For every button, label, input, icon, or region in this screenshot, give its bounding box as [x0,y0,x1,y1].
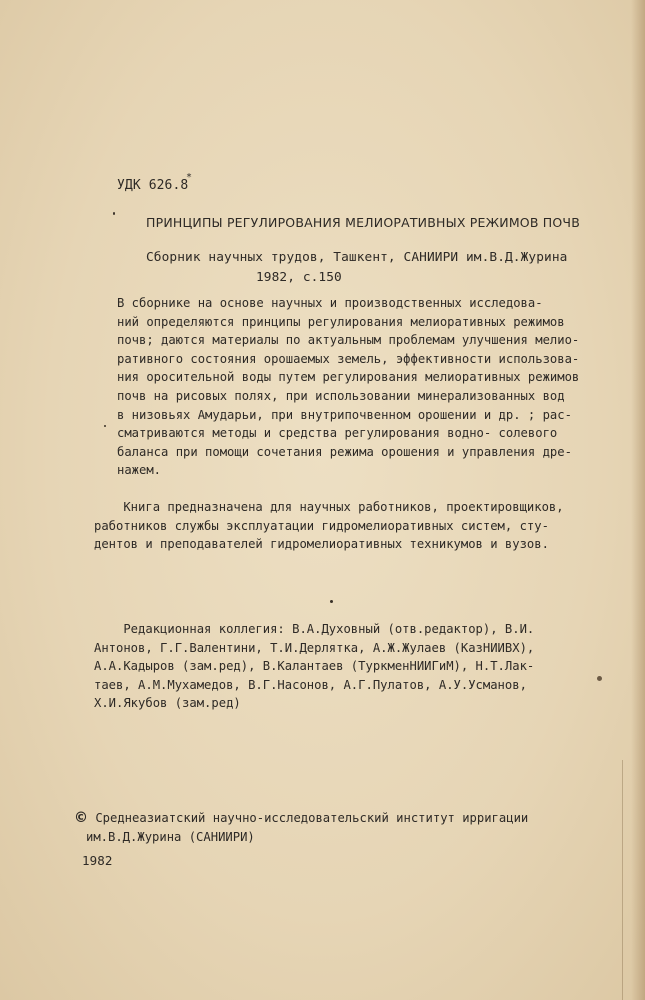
editors-line: таев, А.М.Мухамедов, В.Г.Насонов, А.Г.Пулатов, А.У.Усманов, [94,677,527,692]
abstract-line: ния оросительной воды путем регулирования мелиоративных режимов [117,370,580,385]
page-crease [622,760,623,1000]
audience-paragraph [94,498,564,554]
abstract-line: почв на рисовых полях, при использовании минерализованных вод [117,388,565,403]
copyright-notice [74,809,528,846]
abstract-line: нажем. [117,463,162,478]
abstract-line: в низовьях Амударьи, при внутрипочвенном орошении и др. ; рас- [117,407,572,422]
editors-line: Антонов, Г.Г.Валентини, Т.И.Дерлятка, А.Ж.Жулаев (КазНИИВХ), [94,640,535,655]
audience-line: дентов и преподавателей гидромелиоративных техникумов и вузов. [94,537,549,552]
editors-line: Редакционная коллегия: В.А.Духовный (отв.редактор), В.И. [94,622,535,636]
copyright-institute-name: им.В.Д.Журина (САНИИРИ) [86,829,255,844]
copyright-year: 1982 [82,853,113,868]
paper-speck [330,600,333,603]
paper-speck [597,676,602,681]
abstract-paragraph [117,294,579,480]
abstract-line: ний определяются принципы регулирования мелиоративных режимов [117,314,565,329]
paper-speck [113,212,115,215]
paper-speck [104,425,106,427]
udk-footnote-mark: * [186,172,193,183]
editors-line: А.А.Кадыров (зам.ред), В.Калантаев (ТуркменНИИГиМ), Н.Т.Лак- [94,659,535,674]
abstract-line: сматриваются методы и средства регулирования водно- солевого [117,426,558,441]
audience-line: работников службы эксплуатации гидромелиоративных систем, сту- [94,518,549,533]
abstract-line: ративного состояния орошаемых земель, эффективности использова- [117,351,580,366]
audience-line: Книга предназначена для научных работников, проектировщиков, [94,500,564,514]
abstract-line: баланса при помощи сочетания режима орошения и управления дре- [117,444,572,459]
page-edge-shadow [631,0,645,1000]
collection-subtitle: Сборник научных трудов, Ташкент, САНИИРИ им.В.Д.Журина [146,250,568,265]
copyright-line-1 [74,809,528,828]
copyright-line-2 [74,828,528,847]
udk-code: УДК 626.8 [117,178,189,193]
document-title: ПРИНЦИПЫ РЕГУЛИРОВАНИЯ МЕЛИОРАТИВНЫХ РЕЖИМОВ ПОЧВ [146,215,580,230]
copyright-institute: Среднеазиатский научно-исследовательский институт ирригации [88,811,529,825]
editorial-board-paragraph [94,620,534,713]
publication-year-pages: 1982, с.150 [256,270,342,285]
editors-line: Х.И.Якубов (зам.ред) [94,696,241,711]
abstract-line: В сборнике на основе научных и производственных исследова- [117,296,543,310]
copyright-icon: © [74,810,88,826]
abstract-line: почв; даются материалы по актуальным проблемам улучшения мелио- [117,333,580,348]
